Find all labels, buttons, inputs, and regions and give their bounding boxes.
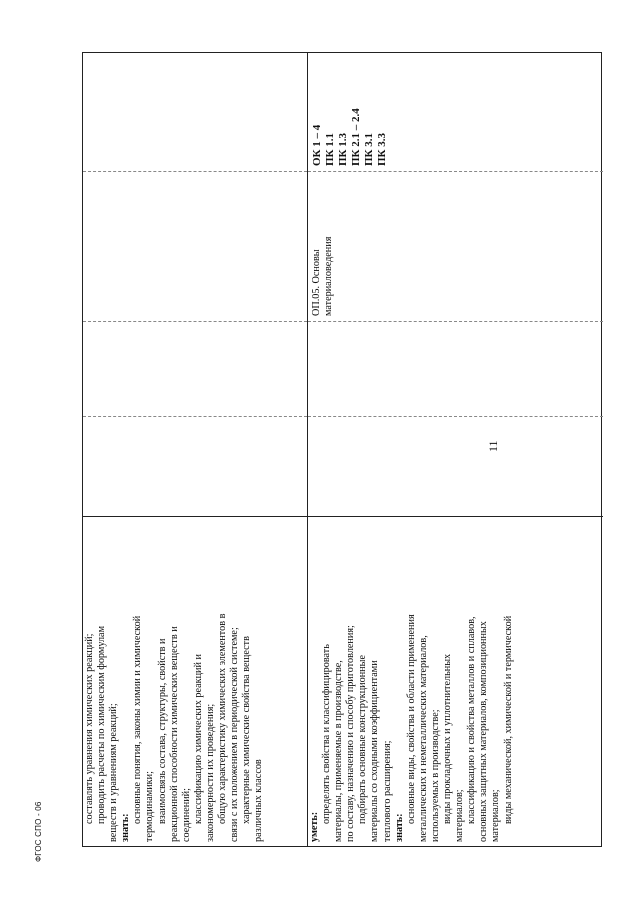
content-cell — [308, 516, 603, 846]
content-line: используемых в производстве; — [429, 709, 441, 842]
content-line: общую характеристику химических элементов в — [217, 613, 229, 824]
content-line: составлять уравнения химических реакций; — [84, 633, 95, 824]
content-line: виды прокладочных и уплотнительных — [442, 653, 454, 824]
competency-code: ПК 3.1 — [363, 132, 375, 166]
content-line: взаимосвязь состава, структуры, свойств и — [156, 638, 168, 824]
content-line: материалов; — [490, 789, 502, 842]
competency-code: ПК 1.1 — [324, 132, 336, 166]
content-line: связи с их положением в периодической системе; — [229, 627, 241, 842]
content-line: классификацию химических реакций и — [192, 654, 204, 824]
discipline-cell: ОП.05. Основы материаловедения — [308, 171, 603, 321]
empty-cell — [83, 321, 307, 416]
content-line: характерные химические свойства веществ — [241, 636, 253, 824]
content-line: термодинамики; — [144, 771, 156, 842]
rotated-table-container — [82, 52, 602, 847]
content-line: основных защитных материалов, композиционных — [478, 621, 490, 842]
content-line: подбирать основные конструкционные — [357, 654, 369, 824]
content-line: основные виды, свойства и области применения — [405, 614, 417, 824]
content-line: реакционной способности химических веществ и — [168, 626, 180, 842]
content-line: классификацию и свойства металлов и сплавов, — [466, 616, 478, 824]
competency-code: ПК 1.3 — [337, 132, 349, 166]
content-line: проводить расчеты по химическим формулам — [96, 625, 108, 824]
page-number: 11 — [486, 440, 500, 452]
content-line: материалы со сходными коэффициентами — [369, 660, 381, 842]
competencies-cell — [308, 51, 603, 171]
content-line: материалы, применяемые в производстве, — [333, 660, 345, 842]
content-line: металлических и неметаллических материалов, — [417, 635, 429, 842]
content-line: закономерности их проведения; — [204, 703, 216, 842]
content-line: теплового расширения; — [381, 740, 393, 842]
empty-cell — [308, 416, 603, 516]
content-line: по составу, назначению и способу приготовления; — [345, 625, 357, 842]
empty-cell — [83, 416, 307, 516]
curriculum-table — [82, 52, 602, 847]
table-row — [83, 53, 308, 846]
empty-cell — [308, 321, 603, 416]
content-line: определять свойства и классифицировать — [321, 644, 333, 824]
competency-code: ПК 2.1 – 2.4 — [350, 108, 362, 166]
content-cell — [83, 516, 307, 846]
document-code-footer: ФГОС СПО - 06 — [34, 801, 43, 862]
section-heading: знать: — [393, 813, 405, 842]
content-list — [309, 521, 515, 842]
content-line: веществ и уравнениям реакций; — [108, 703, 120, 842]
competency-code: ПК 3.3 — [376, 132, 388, 166]
content-list — [84, 521, 265, 842]
table-row — [308, 53, 603, 846]
competencies-cell — [83, 51, 307, 171]
content-line: виды механической, химической и термической — [502, 615, 514, 824]
competency-code: ОК 1 – 4 — [311, 124, 323, 166]
competency-list — [311, 56, 389, 166]
content-line: основные понятия, законы химии и химической — [132, 615, 144, 824]
section-heading: уметь: — [309, 811, 320, 842]
discipline-cell — [83, 171, 307, 321]
content-line: соединений; — [180, 788, 192, 842]
content-line: различных классов — [253, 759, 265, 842]
section-heading: знать: — [120, 813, 132, 842]
content-line: материалов; — [454, 789, 466, 842]
